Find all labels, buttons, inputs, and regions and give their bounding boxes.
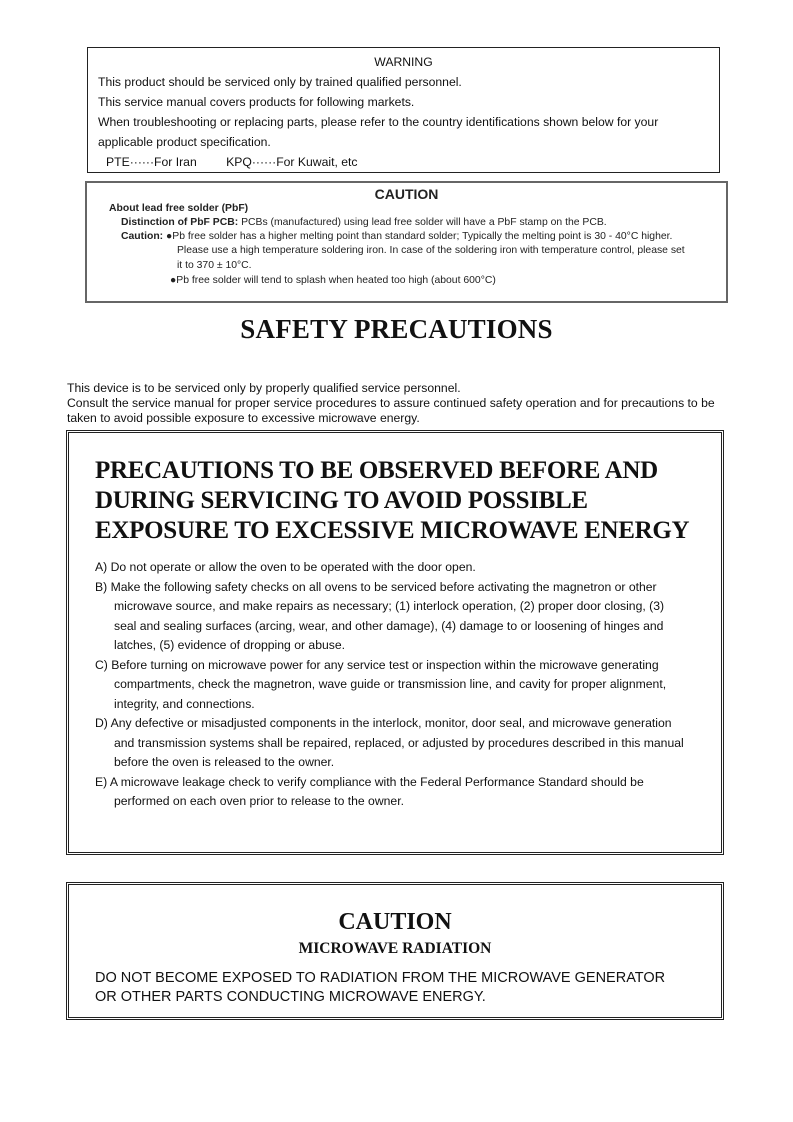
item-text: and transmission systems shall be repaired, replaced, or adjusted by procedures described in this manual [114, 735, 684, 750]
precautions-heading [95, 456, 689, 546]
intro-line: This device is to be serviced only by properly qualified service personnel. [67, 381, 461, 395]
precaution-item-e [95, 773, 695, 812]
item-text: C) Before turning on microwave power for any service test or inspection within the microwave generating [95, 657, 659, 672]
caution-line: OR OTHER PARTS CONDUCTING MICROWAVE ENERGY. [95, 989, 486, 1005]
item-text: D) Any defective or misadjusted components in the interlock, monitor, door seal, and microwave generation [95, 716, 672, 730]
item-text: B) Make the following safety checks on all ovens to be serviced before activating the magnetron or other [95, 579, 657, 594]
pbf-bullet-2: ●Pb free solder will tend to splash when heated too high (about 600°C) [170, 275, 496, 286]
item-text: microwave source, and make repairs as necessary; (1) interlock operation, (2) proper door closing, (3) [114, 599, 665, 613]
pbf-distinction-text: PCBs (manufactured) using lead free solder will have a PbF stamp on the PCB. [238, 217, 607, 228]
pbf-bullet-1: ●Pb free solder has a higher melting point than standard solder; Typically the melting point is 30 - 40°C higher. [163, 231, 673, 242]
warning-line: This service manual covers products for following markets. [98, 95, 415, 109]
microwave-caution-title: CAUTION [338, 909, 452, 935]
warning-title: WARNING [374, 55, 433, 69]
warning-box [87, 47, 720, 173]
pbf-distinction-label: Distinction of PbF PCB: [121, 217, 239, 228]
item-text: integrity, and connections. [114, 696, 255, 711]
item-text: compartments, check the magnetron, wave guide or transmission line, and cavity for proper alignment, [114, 677, 667, 691]
pbf-caution-box [85, 181, 728, 303]
pbf-bullet-1-cont: Please use a high temperature soldering iron. In case of the soldering iron with temperature control, please set [177, 245, 685, 256]
item-text: A) Do not operate or allow the oven to be operated with the door open. [95, 560, 476, 574]
heading-line: DURING SERVICING TO AVOID POSSIBLE [95, 487, 588, 514]
safety-intro [67, 381, 732, 426]
item-text: latches, (5) evidence of dropping or abuse. [114, 638, 346, 652]
item-text: before the oven is released to the owner. [114, 755, 335, 769]
precautions-box [66, 430, 724, 855]
item-text: E) A microwave leakage check to verify compliance with the Federal Performance Standard should be [95, 774, 644, 789]
market-list [106, 152, 719, 172]
heading-line: EXPOSURE TO EXCESSIVE MICROWAVE ENERGY [95, 517, 690, 544]
precaution-item-a [95, 558, 695, 578]
microwave-caution-subtitle: MICROWAVE RADIATION [298, 940, 492, 957]
intro-line: Consult the service manual for proper service procedures to assure continued safety operation and for precautions to be [67, 396, 715, 410]
precaution-item-d [95, 714, 695, 773]
precaution-item-b [95, 578, 695, 656]
pbf-distinction [121, 217, 607, 228]
pbf-caution-title: CAUTION [374, 186, 439, 202]
precautions-list [95, 558, 695, 812]
intro-line: taken to avoid possible exposure to excessive microwave energy. [67, 411, 420, 425]
pbf-caution-line [121, 231, 672, 242]
warning-line: When troubleshooting or replacing parts, please refer to the country identifications shown below for your [98, 115, 659, 129]
microwave-caution-box [66, 882, 724, 1020]
market-iran: PTE······For Iran [106, 155, 197, 169]
pbf-caution-label: Caution: [121, 231, 164, 242]
item-text: seal and sealing surfaces (arcing, wear, and other damage), (4) damage to or loosening of hinges and [114, 618, 664, 633]
caution-line: DO NOT BECOME EXPOSED TO RADIATION FROM THE MICROWAVE GENERATOR [95, 970, 666, 986]
warning-line: This product should be serviced only by trained qualified personnel. [98, 75, 462, 89]
warning-line: applicable product specification. [98, 135, 271, 149]
market-kuwait: KPQ······For Kuwait, etc [226, 155, 358, 169]
microwave-caution-text [95, 969, 665, 1007]
pbf-bullet-1-cont: it to 370 ± 10°C. [177, 260, 252, 271]
item-text: performed on each oven prior to release to the owner. [114, 794, 404, 808]
precaution-item-c [95, 656, 695, 715]
pbf-about-heading: About lead free solder (PbF) [109, 203, 249, 214]
safety-precautions-title: SAFETY PRECAUTIONS [240, 314, 553, 344]
heading-line: PRECAUTIONS TO BE OBSERVED BEFORE AND [95, 457, 658, 484]
